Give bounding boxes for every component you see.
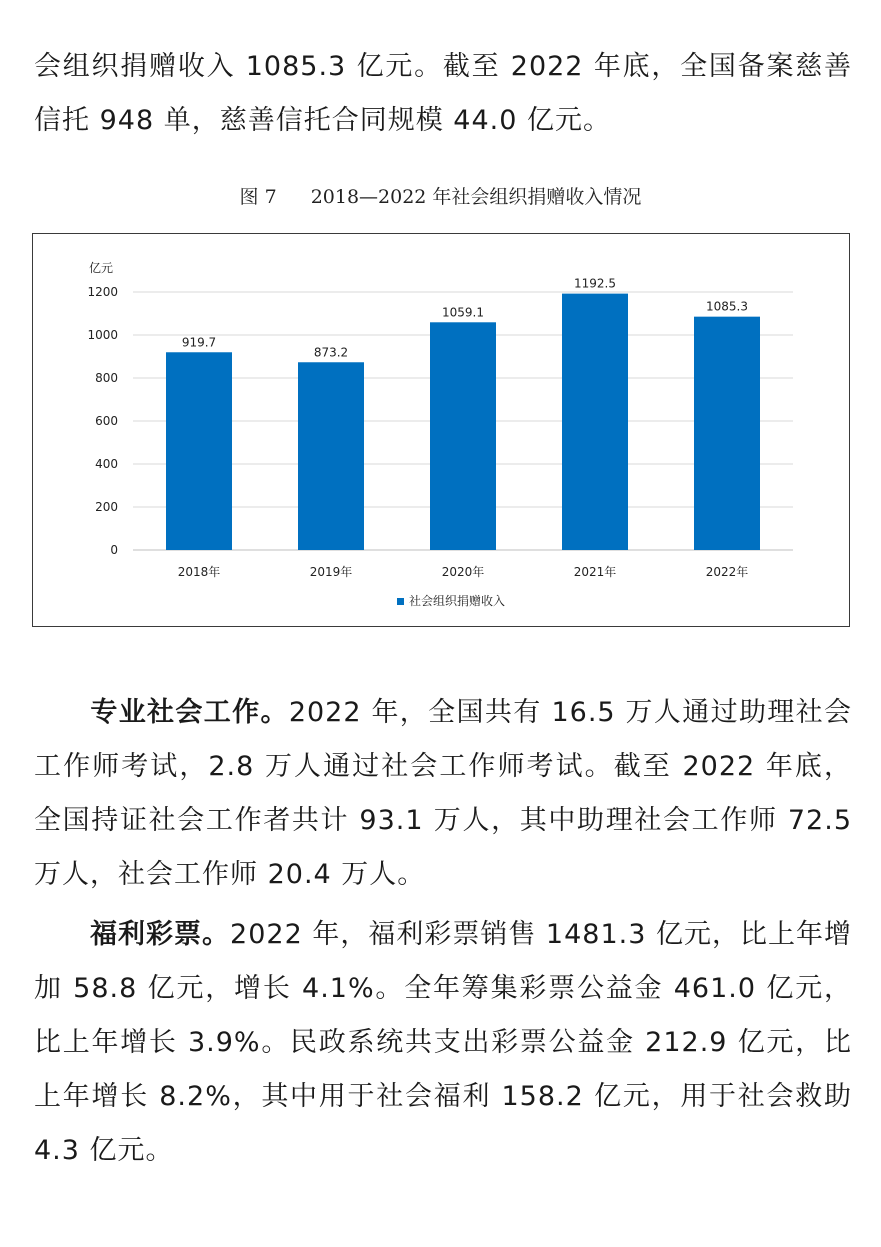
bar-value-label: 873.2 [313,345,349,360]
section-lead: 专业社会工作。 [90,697,289,728]
bar-value-label: 1059.1 [442,305,484,320]
y-tick-label: 200 [95,500,118,514]
section-lead: 福利彩票。 [90,919,231,950]
x-tick-label: 2022年 [705,565,749,579]
bar [562,294,628,550]
figure-title: 2018—2022 年社会组织捐赠收入情况 [310,186,642,208]
x-tick-label: 2018年 [177,565,221,579]
figure-caption [0,182,881,209]
x-axis-ticks [178,564,749,579]
figure-number: 图 7 [239,186,277,208]
y-tick-label: 1000 [87,328,118,342]
y-tick-label: 600 [95,414,118,428]
bar [430,322,496,550]
x-tick-label: 2020年 [441,565,485,579]
legend-swatch [397,598,404,605]
section-body: 2022 年，全国共有 16.5 万人通过助理社会工作师考试，2.8 万人通过社会工作师考试。截至 2022 年底，全国持证社会工作者共计 93.1 万人，其中助理社会工作师 72.5 万人，社会工作师 20.4 万人。 [34,697,853,890]
bar-chart [32,233,850,627]
intro-paragraph: 会组织捐赠收入 1085.3 亿元。截至 2022 年底，全国备案慈善信托 948 单，慈善信托合同规模 44.0 亿元。 [34,51,852,136]
y-tick-label: 400 [95,457,118,471]
bars [166,294,760,550]
section-social-work [34,686,852,902]
bar [166,352,232,550]
y-tick-label: 1200 [87,285,118,299]
x-tick-label: 2021年 [573,565,617,579]
y-tick-label: 800 [95,371,118,385]
bar [298,362,364,550]
chart-canvas [33,234,849,626]
bar-value-label: 1085.3 [706,299,748,314]
bar-value-label: 1192.5 [574,276,616,291]
y-axis-ticks [87,285,118,557]
bar-value-label: 919.7 [181,335,217,350]
y-axis-unit-label: 亿元 [89,261,114,275]
section-welfare-lottery [34,908,852,1178]
y-tick-label: 0 [110,543,118,557]
legend-label: 社会组织捐赠收入 [409,594,506,608]
legend [397,593,505,608]
bar [694,317,760,550]
x-tick-label: 2019年 [309,565,353,579]
section-body: 2022 年，福利彩票销售 1481.3 亿元，比上年增加 58.8 亿元，增长 4.1%。全年筹集彩票公益金 461.0 亿元，比上年增长 3.9%。民政系统共支出彩票公益金 212.9 亿元，比上年增长 8.2%，其中用于社会福利 158.2 亿元，用于社会救助 4.3 亿元。 [34,919,853,1166]
